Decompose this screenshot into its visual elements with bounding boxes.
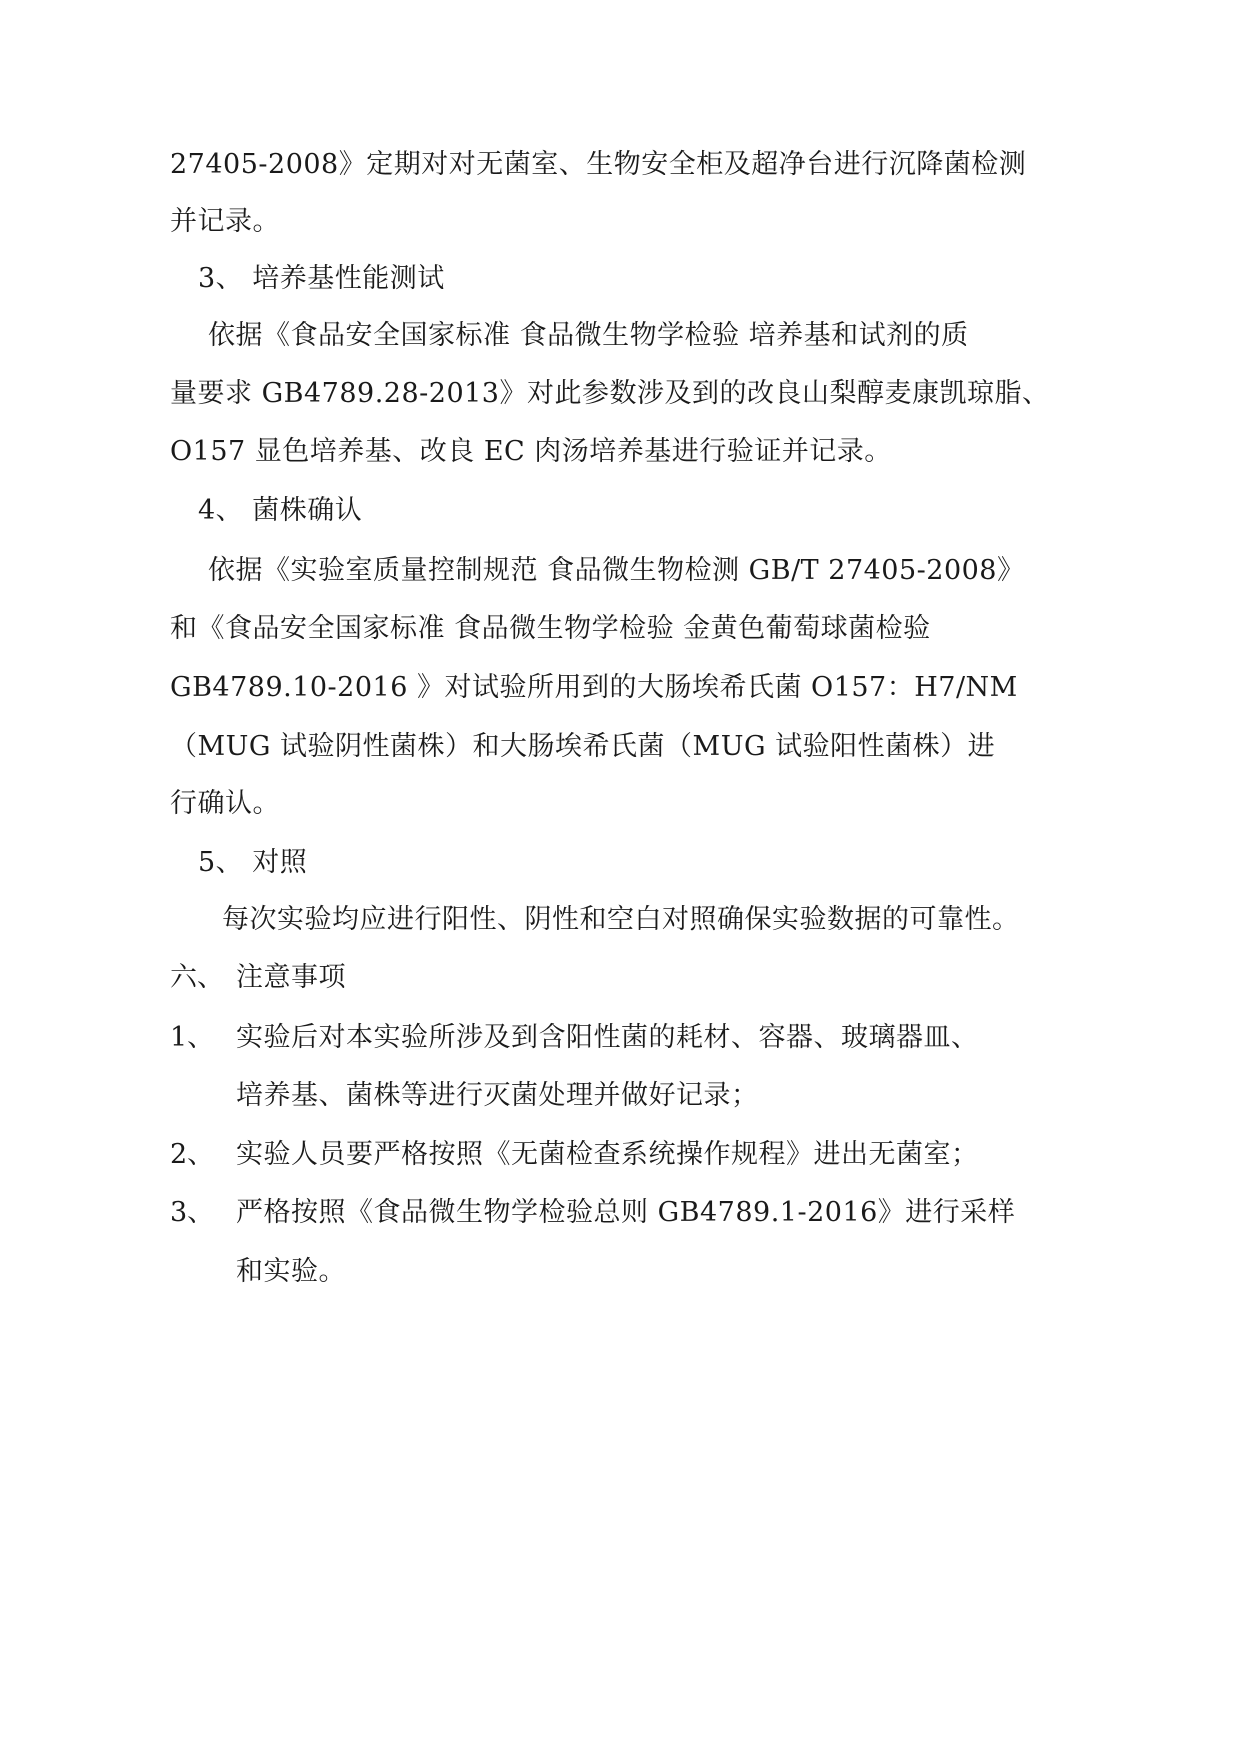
section-heading: 4、 菌株确认 <box>198 495 363 526</box>
list-item-text: 培养基、菌株等进行灭菌处理并做好记录； <box>236 1080 759 1111</box>
section-heading: 3、 培养基性能测试 <box>198 263 445 294</box>
text-line: 行确认。 <box>170 788 280 819</box>
text-line: 量要求 GB4789.28-2013》对此参数涉及到的改良山梨醇麦康凯琼脂、 <box>170 378 1050 409</box>
list-item-text: 严格按照《食品微生物学检验总则 GB4789.1-2016》进行采样 <box>236 1197 1016 1228</box>
list-marker: 3、 <box>170 1197 215 1228</box>
text-line: 每次实验均应进行阳性、阴性和空白对照确保实验数据的可靠性。 <box>222 904 1020 935</box>
list-marker: 1、 <box>170 1022 215 1053</box>
text-line: 依据《食品安全国家标准 食品微生物学检验 培养基和试剂的质 <box>208 320 969 351</box>
text-line: 并记录。 <box>170 206 280 237</box>
list-marker: 六、 <box>170 962 224 993</box>
list-item-text: 实验人员要严格按照《无菌检查系统操作规程》进出无菌室； <box>236 1139 979 1170</box>
list-item-text: 实验后对本实验所涉及到含阳性菌的耗材、容器、玻璃器皿、 <box>236 1022 979 1053</box>
text-line: （MUG 试验阴性菌株）和大肠埃希氏菌（MUG 试验阳性菌株）进 <box>170 731 996 762</box>
list-marker: 2、 <box>170 1139 215 1170</box>
list-item-text: 和实验。 <box>236 1256 346 1287</box>
text-line: 和《食品安全国家标准 食品微生物学检验 金黄色葡萄球菌检验 <box>170 613 931 644</box>
chapter-heading: 注意事项 <box>236 962 346 993</box>
text-line: 27405-2008》定期对对无菌室、生物安全柜及超净台进行沉降菌检测 <box>170 149 1027 180</box>
section-heading: 5、 对照 <box>198 847 308 878</box>
text-line: GB4789.10-2016 》对试验所用到的大肠埃希氏菌 O157：H7/NM <box>170 672 1018 703</box>
text-line: O157 显色培养基、改良 EC 肉汤培养基进行验证并记录。 <box>170 436 892 467</box>
text-line: 依据《实验室质量控制规范 食品微生物检测 GB/T 27405-2008》 <box>208 555 1025 586</box>
